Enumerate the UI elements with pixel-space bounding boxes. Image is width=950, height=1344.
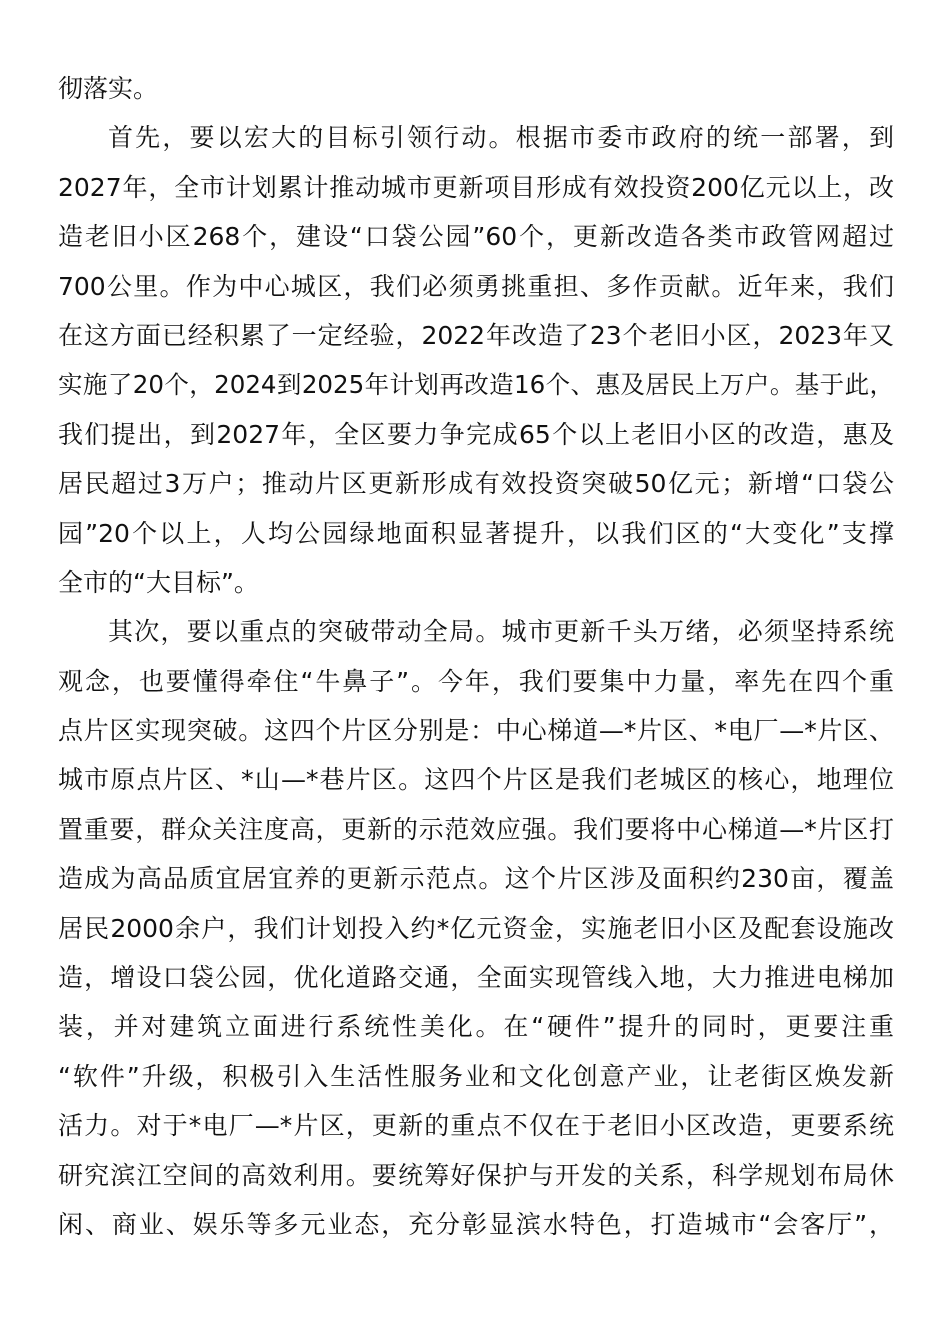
text-line: 研究滨江空间的高效利用。要统筹好保护与开发的关系，科学规划布局休 — [58, 1160, 894, 1190]
text-line: 造老旧小区268个，建设“口袋公园”60个，更新改造各类市政管网超过 — [58, 222, 894, 252]
paragraph-first-line: 首先，要以宏大的目标引领行动。根据市委市政府的统一部署，到 — [108, 123, 894, 153]
text-line: 在这方面已经积累了一定经验，2022年改造了23个老旧小区，2023年又 — [58, 320, 894, 350]
text-line: 装，并对建筑立面进行系统性美化。在“硬件”提升的同时，更要注重 — [58, 1012, 894, 1042]
text-line: 2027年，全市计划累计推动城市更新项目形成有效投资200亿元以上，改 — [58, 172, 894, 202]
text-line: 闲、商业、娱乐等多元业态，充分彰显滨水特色，打造城市“会客厅”， — [58, 1209, 894, 1239]
text-line: 点片区实现突破。这四个片区分别是：中心梯道—*片区、*电厂—*片区、 — [58, 716, 894, 746]
text-line: 实施了20个，2024到2025年计划再改造16个、惠及居民上万户。基于此， — [58, 370, 894, 400]
text-line: 活力。对于*电厂—*片区，更新的重点不仅在于老旧小区改造，更要系统 — [58, 1111, 894, 1141]
text-line: 置重要，群众关注度高，更新的示范效应强。我们要将中心梯道—*片区打 — [58, 814, 894, 844]
text-line: 造，增设口袋公园，优化道路交通，全面实现管线入地，大力推进电梯加 — [58, 963, 894, 993]
text-line: 城市原点片区、*山—*巷片区。这四个片区是我们老城区的核心，地理位 — [58, 765, 894, 795]
text-line: 观念，也要懂得牵住“牛鼻子”。今年，我们要集中力量，率先在四个重 — [58, 666, 894, 696]
text-line: “软件”升级，积极引入生活性服务业和文化创意产业，让老街区焕发新 — [58, 1061, 894, 1091]
text-line: 全市的“大目标”。 — [58, 567, 259, 597]
text-line: 园”20个以上，人均公园绿地面积显著提升，以我们区的“大变化”支撑 — [58, 518, 894, 548]
paragraph-first-line: 其次，要以重点的突破带动全局。城市更新千头万绪，必须坚持系统 — [108, 617, 894, 647]
body-text — [58, 64, 894, 1249]
text-line: 居民2000余户，我们计划投入约*亿元资金，实施老旧小区及配套设施改 — [58, 913, 894, 943]
text-line: 彻落实。 — [58, 74, 159, 103]
text-line: 居民超过3万户；推动片区更新形成有效投资突破50亿元；新增“口袋公 — [58, 469, 894, 499]
text-line: 造成为高品质宜居宜养的更新示范点。这个片区涉及面积约230亩，覆盖 — [58, 864, 894, 894]
text-line: 我们提出，到2027年，全区要力争完成65个以上老旧小区的改造，惠及 — [58, 419, 894, 449]
text-line: 700公里。作为中心城区，我们必须勇挑重担、多作贡献。近年来，我们 — [58, 271, 894, 301]
